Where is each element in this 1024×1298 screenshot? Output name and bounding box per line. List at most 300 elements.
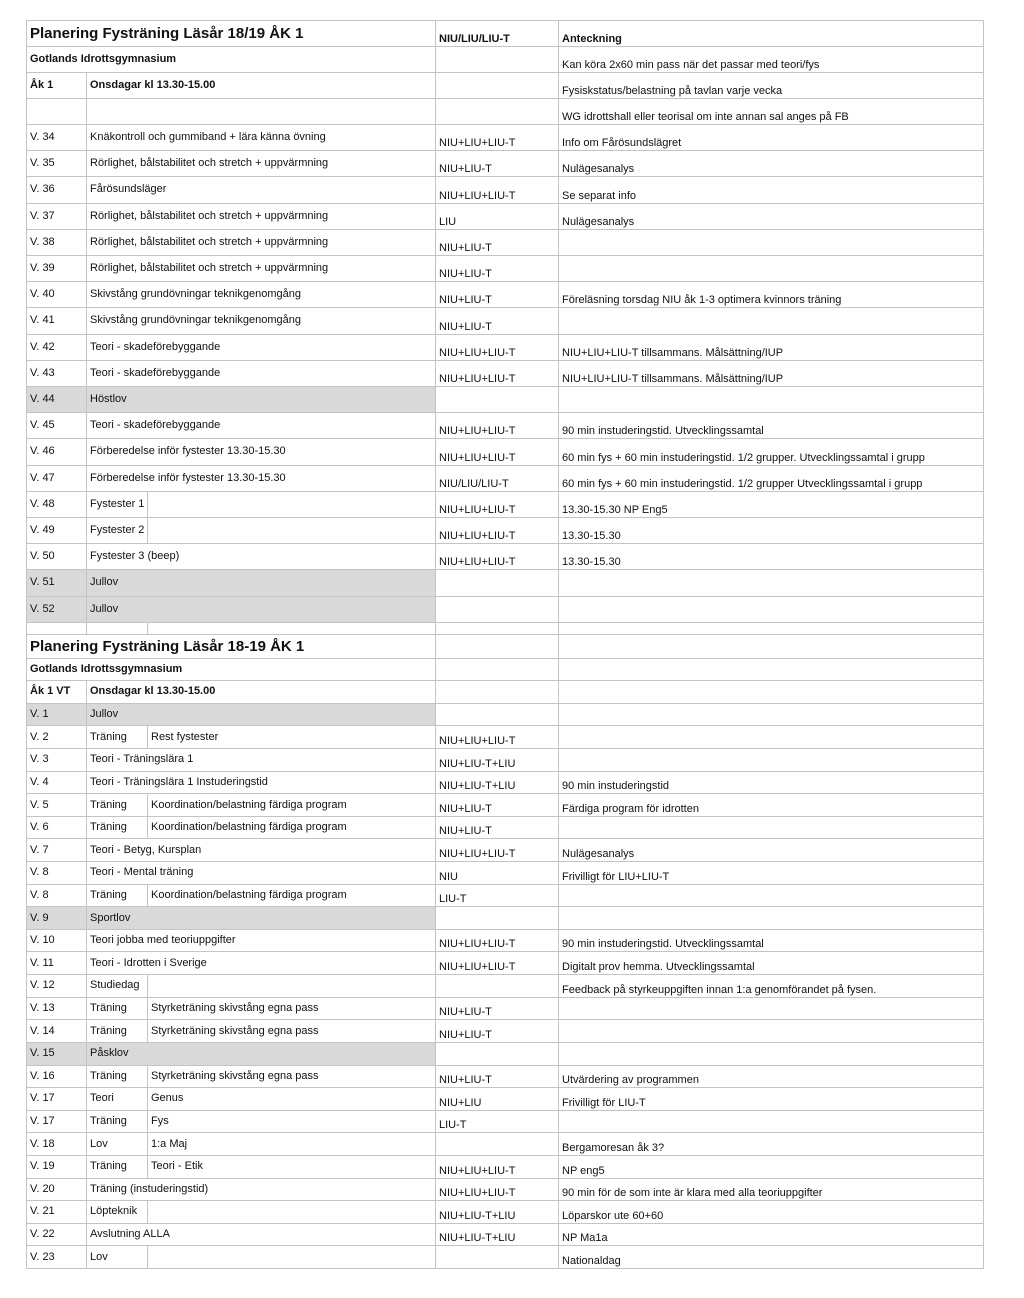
- group-cell-text: NIU+LIU-T: [439, 294, 492, 307]
- week-cell-text: V. 4: [30, 775, 49, 788]
- activity-cell-text: Jullov: [90, 602, 119, 615]
- blank-group: [436, 99, 559, 125]
- note-cell: [559, 862, 984, 885]
- table-row: [26, 726, 984, 749]
- week-cell-text: V. 1: [30, 708, 49, 721]
- week-cell-text: V. 36: [30, 183, 55, 196]
- table-row: [26, 335, 984, 361]
- week-cell-text: V. 47: [30, 471, 55, 484]
- group-cell: [436, 704, 559, 727]
- activity-cell: [87, 862, 436, 885]
- schedule-label: [87, 73, 436, 99]
- note-cell: [559, 466, 984, 492]
- activity-cell: [87, 570, 436, 596]
- table-row: [26, 1201, 984, 1224]
- group-cell: [436, 413, 559, 439]
- group-cell: [436, 726, 559, 749]
- note-cell-text: 13.30-15.30: [562, 530, 621, 543]
- group-cell: [436, 597, 559, 623]
- activity-cell-text: Teori - skadeförebyggande: [90, 366, 221, 379]
- note-cell: [559, 544, 984, 570]
- group-cell-text: NIU+LIU-T+LIU: [439, 757, 516, 770]
- table-row: [26, 125, 984, 151]
- note-cell: [559, 907, 984, 930]
- table-row: [26, 492, 984, 518]
- group-cell-text: LIU-T: [439, 1119, 467, 1132]
- week-cell-text: V. 3: [30, 753, 49, 766]
- class-group: [436, 681, 559, 704]
- detail-cell: [148, 1066, 436, 1089]
- activity-cell: [87, 772, 436, 795]
- group-cell: [436, 817, 559, 840]
- week-cell: [26, 1111, 87, 1134]
- activity-cell-text: Knäkontroll och gummiband + lära känna övning: [90, 131, 326, 144]
- note-cell-text: 90 min instuderingstid: [562, 780, 670, 793]
- group-cell-text: NIU+LIU+LIU-T: [439, 503, 516, 516]
- header-group-empty: [436, 635, 559, 659]
- group-cell-text: NIU+LIU+LIU-T: [439, 451, 516, 464]
- detail-cell-text: Styrketräning skivstång egna pass: [151, 1002, 319, 1014]
- activity-cell-text: Teori - Träningslära 1: [90, 753, 194, 766]
- activity-cell-text: Träning (instuderingstid): [90, 1182, 209, 1195]
- note-cell-text: 90 min instuderingstid. Utvecklingssamtal: [562, 425, 764, 438]
- group-cell: [436, 1088, 559, 1111]
- group-cell-text: LIU: [439, 215, 457, 228]
- week-cell: [26, 256, 87, 282]
- note-cell: [559, 1224, 984, 1247]
- activity-cell-text: Träning: [90, 888, 127, 901]
- table-row: [26, 907, 984, 930]
- group-cell-text: NIU+LIU+LIU-T: [439, 137, 516, 150]
- note-cell-text: Digitalt prov hemma. Utvecklingssamtal: [562, 961, 755, 974]
- week-cell-text: V. 38: [30, 235, 55, 248]
- detail-cell-text: Fys: [151, 1115, 169, 1128]
- group-cell: [436, 1246, 559, 1269]
- group-cell-text: NIU+LIU-T: [439, 241, 492, 254]
- week-cell-text: V. 37: [30, 209, 55, 222]
- column-header-note: [559, 20, 984, 47]
- school-name-text: Gotlands Idrottssgymnasium: [30, 662, 183, 675]
- activity-cell: [87, 230, 436, 256]
- spacer-week: [26, 623, 87, 635]
- week-cell: [26, 1088, 87, 1111]
- note-cell: [559, 335, 984, 361]
- group-cell: [436, 204, 559, 230]
- activity-cell-text: Fystester 3 (beep): [90, 550, 180, 563]
- activity-cell: [87, 998, 148, 1021]
- week-cell: [26, 1201, 87, 1224]
- activity-cell-text: Studiedag: [90, 979, 140, 992]
- note-cell: [559, 1043, 984, 1066]
- table-row: [26, 597, 984, 623]
- week-cell: [26, 204, 87, 230]
- group-cell-text: NIU+LIU-T: [439, 163, 492, 176]
- table-row: [26, 749, 984, 772]
- spacer-group: [436, 623, 559, 635]
- activity-cell-text: Rörlighet, bålstabilitet och stretch + uppvärmning: [90, 209, 329, 222]
- group-cell-text: NIU+LIU+LIU-T: [439, 848, 516, 861]
- activity-cell: [87, 387, 436, 413]
- group-cell: [436, 930, 559, 953]
- week-cell-text: V. 16: [30, 1069, 55, 1082]
- week-cell: [26, 544, 87, 570]
- activity-cell-text: Höstlov: [90, 393, 127, 406]
- room-note-text: WG idrottshall eller teorisal om inte annan sal anges på FB: [562, 111, 849, 123]
- activity-cell-text: Teori - Idrotten i Sverige: [90, 956, 207, 969]
- note-cell-text: 13.30-15.30 NP Eng5: [562, 503, 668, 516]
- group-cell: [436, 544, 559, 570]
- week-cell-text: V. 7: [30, 843, 49, 856]
- detail-cell: [148, 492, 436, 518]
- section-title-text: Planering Fysträning Läsår 18/19 ÅK 1: [30, 25, 304, 42]
- table-row: [26, 1111, 984, 1134]
- group-cell: [436, 308, 559, 334]
- week-cell: [26, 998, 87, 1021]
- detail-cell-text: Styrketräning skivstång egna pass: [151, 1024, 319, 1037]
- week-cell: [26, 975, 87, 998]
- activity-cell: [87, 975, 148, 998]
- week-cell-text: V. 18: [30, 1137, 55, 1150]
- group-cell-text: NIU+LIU+LIU-T: [439, 735, 516, 747]
- week-cell: [26, 597, 87, 623]
- activity-cell: [87, 466, 436, 492]
- detail-cell: [148, 885, 436, 908]
- table-row: [26, 1156, 984, 1179]
- note-cell: [559, 387, 984, 413]
- group-cell: [436, 492, 559, 518]
- school-row: [26, 659, 984, 681]
- activity-cell: [87, 1066, 148, 1089]
- note-cell-text: Färdiga program för idrotten: [562, 802, 699, 815]
- school-note-text: Kan köra 2x60 min pass när det passar med teori/fys: [562, 59, 820, 71]
- note-cell: [559, 704, 984, 727]
- group-cell-text: NIU+LIU-T: [439, 1028, 492, 1041]
- activity-cell: [87, 1020, 148, 1043]
- group-cell: [436, 1156, 559, 1179]
- group-cell: [436, 125, 559, 151]
- note-cell-text: Frivilligt för LIU-T: [562, 1096, 646, 1109]
- class-label: [26, 681, 87, 704]
- detail-cell: [148, 998, 436, 1021]
- detail-cell: [148, 1111, 436, 1134]
- activity-cell: [87, 1133, 148, 1156]
- note-cell: [559, 930, 984, 953]
- week-cell: [26, 1066, 87, 1089]
- activity-cell: [87, 544, 436, 570]
- week-cell-text: V. 51: [30, 576, 55, 589]
- note-cell: [559, 177, 984, 203]
- class-row: [26, 73, 984, 99]
- activity-cell: [87, 817, 148, 840]
- note-cell-text: Frivilligt för LIU+LIU-T: [562, 870, 670, 883]
- activity-cell: [87, 907, 436, 930]
- group-cell: [436, 361, 559, 387]
- group-cell: [436, 772, 559, 795]
- week-cell-text: V. 2: [30, 730, 49, 743]
- note-cell-text: NIU+LIU+LIU-T tillsammans. Målsättning/IUP: [562, 372, 784, 385]
- class-label: [26, 73, 87, 99]
- table-row: [26, 282, 984, 308]
- week-cell: [26, 1179, 87, 1202]
- activity-cell-text: Teori - Betyg, Kursplan: [90, 843, 202, 856]
- week-cell-text: V. 40: [30, 288, 55, 301]
- school-note: [559, 47, 984, 73]
- note-cell: [559, 952, 984, 975]
- activity-cell: [87, 413, 436, 439]
- note-cell-text: Se separat info: [562, 189, 636, 202]
- activity-cell: [87, 335, 436, 361]
- activity-cell: [87, 1088, 148, 1111]
- note-cell-text: 90 min för de som inte är klara med alla teoriuppgifter: [562, 1187, 823, 1200]
- group-cell: [436, 1224, 559, 1247]
- activity-cell-text: Löpteknik: [90, 1205, 138, 1218]
- week-cell: [26, 1246, 87, 1269]
- activity-cell: [87, 1224, 436, 1247]
- class-label-text: Åk 1: [30, 79, 54, 91]
- note-cell-text: Utvärdering av programmen: [562, 1074, 699, 1087]
- week-cell-text: V. 8: [30, 888, 49, 901]
- activity-cell-text: Avslutning ALLA: [90, 1228, 170, 1241]
- detail-cell: [148, 1133, 436, 1156]
- week-cell-text: V. 35: [30, 157, 55, 170]
- week-cell-text: V. 10: [30, 934, 55, 947]
- note-cell-text: Info om Fårösundslägret: [562, 137, 682, 150]
- activity-cell: [87, 518, 148, 544]
- group-cell: [436, 466, 559, 492]
- week-cell: [26, 230, 87, 256]
- detail-cell: [148, 1088, 436, 1111]
- week-cell-text: V. 11: [30, 956, 54, 969]
- note-cell: [559, 151, 984, 177]
- group-cell: [436, 1066, 559, 1089]
- activity-cell-text: Sportlov: [90, 911, 131, 924]
- schedule-note-text: Fysiskstatus/belastning på tavlan varje vecka: [562, 85, 783, 97]
- group-cell-text: NIU: [439, 870, 458, 883]
- activity-cell: [87, 726, 148, 749]
- week-cell-text: V. 52: [30, 602, 55, 615]
- week-cell: [26, 1043, 87, 1066]
- school-note: [559, 659, 984, 681]
- note-cell-text: 60 min fys + 60 min instuderingstid. 1/2 grupper. Utvecklingssamtal i grupp: [562, 451, 925, 464]
- table-row: [26, 885, 984, 908]
- week-cell-text: V. 42: [30, 340, 55, 353]
- note-cell: [559, 204, 984, 230]
- note-cell: [559, 570, 984, 596]
- week-cell: [26, 177, 87, 203]
- activity-cell-text: Teori jobba med teoriuppgifter: [90, 934, 236, 947]
- week-cell: [26, 862, 87, 885]
- week-cell: [26, 361, 87, 387]
- week-cell-text: V. 13: [30, 1002, 55, 1014]
- detail-cell: [148, 1246, 436, 1269]
- detail-cell-text: Styrketräning skivstång egna pass: [151, 1069, 319, 1082]
- activity-cell-text: Lov: [90, 1137, 108, 1150]
- activity-cell-text: Påsklov: [90, 1047, 129, 1060]
- group-cell-text: NIU+LIU-T+LIU: [439, 1232, 516, 1245]
- week-cell-text: V. 44: [30, 393, 55, 406]
- note-cell: [559, 726, 984, 749]
- week-cell: [26, 1020, 87, 1043]
- detail-cell: [148, 1020, 436, 1043]
- note-cell-text: Löparskor ute 60+60: [562, 1209, 664, 1222]
- note-cell-text: 90 min instuderingstid. Utvecklingssamtal: [562, 938, 764, 951]
- week-cell-text: V. 21: [30, 1205, 55, 1218]
- note-cell: [559, 1088, 984, 1111]
- section-header-row: [26, 20, 984, 47]
- section-title: [26, 20, 436, 47]
- week-cell-text: V. 6: [30, 821, 49, 834]
- week-cell: [26, 749, 87, 772]
- note-cell: [559, 597, 984, 623]
- activity-cell-text: Förberedelse inför fystester 13.30-15.30: [90, 471, 286, 484]
- table-row: [26, 204, 984, 230]
- note-cell-text: Bergamoresan åk 3?: [562, 1141, 665, 1154]
- group-cell-text: NIU+LIU+LIU-T: [439, 189, 516, 202]
- group-cell: [436, 975, 559, 998]
- week-cell-text: V. 9: [30, 911, 49, 924]
- note-cell: [559, 749, 984, 772]
- group-cell-text: NIU+LIU+LIU-T: [439, 938, 516, 951]
- group-cell-text: NIU+LIU+LIU-T: [439, 372, 516, 385]
- activity-cell: [87, 1246, 148, 1269]
- note-cell: [559, 817, 984, 840]
- column-header-group-text: NIU/LIU/LIU-T: [439, 33, 510, 45]
- table-row: [26, 439, 984, 465]
- activity-cell-text: Teori - Träningslära 1 Instuderingstid: [90, 775, 268, 788]
- group-cell: [436, 952, 559, 975]
- week-cell-text: V. 49: [30, 524, 55, 537]
- week-cell-text: V. 22: [30, 1228, 55, 1241]
- table-row: [26, 230, 984, 256]
- table-row: [26, 1133, 984, 1156]
- activity-cell-text: Träning: [90, 1024, 127, 1037]
- activity-cell-text: Teori: [90, 1092, 114, 1105]
- table-row: [26, 1179, 984, 1202]
- table-row: [26, 772, 984, 795]
- week-cell: [26, 466, 87, 492]
- note-cell: [559, 1246, 984, 1269]
- table-row: [26, 1066, 984, 1089]
- section-header-row: [26, 635, 984, 659]
- blank-row: [26, 99, 984, 125]
- activity-cell-text: Teori - skadeförebyggande: [90, 340, 221, 353]
- week-cell-text: V. 39: [30, 262, 55, 275]
- note-cell-text: NIU+LIU+LIU-T tillsammans. Målsättning/IUP: [562, 346, 784, 359]
- schedule-label: [87, 681, 436, 704]
- table-row: [26, 998, 984, 1021]
- activity-cell-text: Träning: [90, 1160, 127, 1173]
- table-row: [26, 975, 984, 998]
- table-row: [26, 544, 984, 570]
- table-row: [26, 387, 984, 413]
- week-cell-text: V. 14: [30, 1024, 55, 1037]
- column-header-group: [436, 20, 559, 47]
- note-cell: [559, 308, 984, 334]
- week-cell-text: V. 19: [30, 1160, 55, 1173]
- group-cell: [436, 998, 559, 1021]
- group-cell: [436, 230, 559, 256]
- activity-cell: [87, 930, 436, 953]
- activity-cell-text: Jullov: [90, 576, 119, 589]
- group-cell: [436, 1133, 559, 1156]
- week-cell: [26, 839, 87, 862]
- group-cell: [436, 907, 559, 930]
- activity-cell-text: Träning: [90, 1115, 127, 1128]
- group-cell: [436, 794, 559, 817]
- detail-cell-text: Koordination/belastning färdiga program: [151, 888, 347, 901]
- class-label-text: Åk 1 VT: [30, 685, 71, 698]
- activity-cell: [87, 794, 148, 817]
- note-cell: [559, 256, 984, 282]
- group-cell-text: NIU+LIU-T: [439, 802, 492, 815]
- week-cell: [26, 794, 87, 817]
- activity-cell: [87, 125, 436, 151]
- group-cell: [436, 862, 559, 885]
- note-cell: [559, 361, 984, 387]
- column-header-note-text: Anteckning: [562, 33, 622, 45]
- group-cell-text: NIU+LIU: [439, 1096, 482, 1109]
- activity-cell: [87, 885, 148, 908]
- detail-cell-text: Koordination/belastning färdiga program: [151, 798, 347, 811]
- note-cell-text: NP Ma1a: [562, 1232, 608, 1245]
- activity-cell: [87, 361, 436, 387]
- detail-cell-text: Rest fystester: [151, 730, 219, 743]
- activity-cell: [87, 282, 436, 308]
- note-cell: [559, 1179, 984, 1202]
- week-cell: [26, 125, 87, 151]
- school-row: [26, 47, 984, 73]
- activity-cell-text: Rörlighet, bålstabilitet och stretch + uppvärmning: [90, 235, 329, 248]
- note-cell: [559, 1066, 984, 1089]
- group-cell: [436, 839, 559, 862]
- table-row: [26, 177, 984, 203]
- table-row: [26, 862, 984, 885]
- group-cell-text: NIU+LIU+LIU-T: [439, 346, 516, 359]
- activity-cell: [87, 1201, 148, 1224]
- activity-cell: [87, 256, 436, 282]
- note-cell: [559, 282, 984, 308]
- activity-cell: [87, 839, 436, 862]
- note-cell: [559, 794, 984, 817]
- week-cell-text: V. 34: [30, 131, 55, 144]
- note-cell-text: Nulägesanalys: [562, 215, 635, 228]
- table-row: [26, 930, 984, 953]
- activity-cell-text: Skivstång grundövningar teknikgenomgång: [90, 314, 301, 327]
- table-row: [26, 413, 984, 439]
- group-cell-text: NIU+LIU-T: [439, 320, 492, 333]
- table-row: [26, 1246, 984, 1269]
- detail-cell: [148, 794, 436, 817]
- week-cell: [26, 518, 87, 544]
- class-group: [436, 73, 559, 99]
- group-cell: [436, 282, 559, 308]
- activity-cell: [87, 1179, 436, 1202]
- activity-cell-text: Rörlighet, bålstabilitet och stretch + uppvärmning: [90, 262, 329, 275]
- table-row: [26, 839, 984, 862]
- activity-cell: [87, 177, 436, 203]
- week-cell: [26, 492, 87, 518]
- week-cell-text: V. 45: [30, 419, 55, 432]
- week-cell-text: V. 5: [30, 798, 49, 811]
- activity-cell-text: Fystester 2: [90, 524, 145, 537]
- activity-cell-text: Träning: [90, 730, 127, 743]
- table-row: [26, 570, 984, 596]
- week-cell-text: V. 15: [30, 1047, 55, 1060]
- note-cell-text: Föreläsning torsdag NIU åk 1-3 optimera kvinnors träning: [562, 294, 842, 307]
- table-row: [26, 1020, 984, 1043]
- header-note-empty: [559, 635, 984, 659]
- table-row: [26, 256, 984, 282]
